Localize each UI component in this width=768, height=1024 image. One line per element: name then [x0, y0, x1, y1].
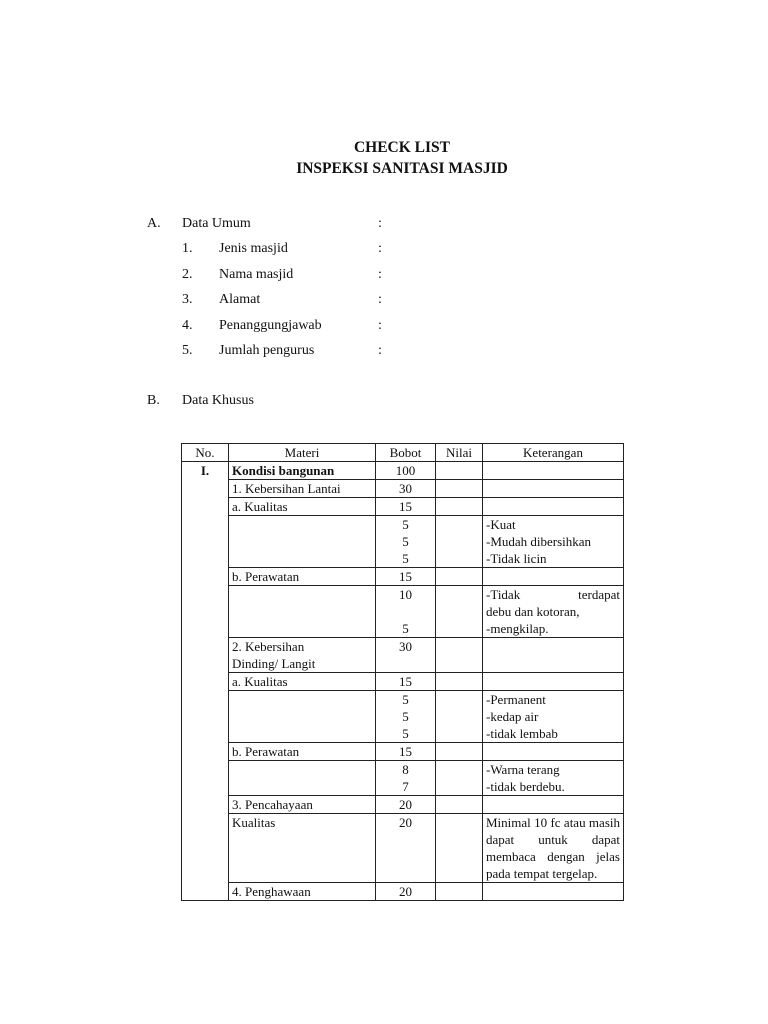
bobot-line: 5 [402, 517, 409, 532]
field-label-jenis-masjid: Jenis masjid [219, 241, 288, 256]
keterangan-line: -Tidak terdapat [486, 587, 620, 602]
table-row [182, 516, 624, 568]
row-bobot [376, 516, 436, 568]
keterangan-line: -Warna terang [486, 762, 560, 777]
table-header-row [182, 444, 624, 462]
bobot-line: 5 [402, 551, 409, 566]
row-keterangan [483, 796, 624, 814]
field-number: 5. [182, 343, 193, 358]
row-nilai [436, 638, 483, 673]
row-materi [229, 761, 376, 796]
field-number: 4. [182, 318, 193, 333]
row-keterangan [483, 638, 624, 673]
row-keterangan [483, 568, 624, 586]
row-bobot: 30 [376, 638, 436, 673]
row-nilai [436, 498, 483, 516]
section-a-marker: A. [147, 216, 161, 231]
section-b-marker: B. [147, 393, 160, 408]
row-materi: b. Perawatan [229, 568, 376, 586]
row-materi: 3. Pencahayaan [229, 796, 376, 814]
row-nilai [436, 673, 483, 691]
keterangan-line: -mengkilap. [486, 621, 549, 636]
bobot-line: 8 [402, 762, 409, 777]
field-label-penanggungjawab: Penanggungjawab [219, 318, 322, 333]
row-nilai [436, 568, 483, 586]
row-bobot [376, 691, 436, 743]
row-materi: b. Perawatan [229, 743, 376, 761]
row-nilai [436, 743, 483, 761]
document-title-line-1: CHECK LIST [353, 139, 451, 156]
row-nilai [436, 480, 483, 498]
row-nilai [436, 883, 483, 901]
field-colon: : [378, 343, 382, 358]
field-number: 1. [182, 241, 193, 256]
section-a-colon: : [378, 216, 382, 231]
field-number: 3. [182, 292, 193, 307]
row-keterangan [483, 480, 624, 498]
field-colon: : [378, 292, 382, 307]
bobot-line: 5 [402, 534, 409, 549]
row-materi [229, 516, 376, 568]
row-nilai [436, 796, 483, 814]
materi-line: 2. Kebersihan [232, 639, 305, 654]
row-bobot: 15 [376, 498, 436, 516]
row-bobot: 15 [376, 673, 436, 691]
keterangan-line: -Mudah dibersihkan [486, 534, 592, 549]
row-materi: Kondisi bangunan [229, 462, 376, 480]
table-row [182, 691, 624, 743]
row-nilai [436, 814, 483, 883]
row-bobot: 100 [376, 462, 436, 480]
section-b-label: Data Khusus [182, 393, 254, 408]
row-materi: a. Kualitas [229, 498, 376, 516]
bobot-line: 5 [402, 709, 409, 724]
field-colon: : [378, 241, 382, 256]
row-keterangan [483, 883, 624, 901]
table-row [182, 586, 624, 638]
keterangan-line: -Kuat [486, 517, 516, 532]
row-keterangan: Minimal 10 fc atau masih dapat untuk dapat membaca dengan jelas pada tempat tergelap. [483, 814, 624, 883]
keterangan-line: -tidak lembab [486, 726, 558, 741]
row-keterangan [483, 516, 624, 568]
row-keterangan [483, 673, 624, 691]
row-bobot: 20 [376, 796, 436, 814]
row-materi: 4. Penghawaan [229, 883, 376, 901]
table-row [182, 568, 624, 586]
field-label-nama-masjid: Nama masjid [219, 267, 294, 282]
table-row [182, 480, 624, 498]
header-no: No. [182, 444, 229, 462]
row-materi: 1. Kebersihan Lantai [229, 480, 376, 498]
row-keterangan [483, 586, 624, 638]
row-bobot: 20 [376, 814, 436, 883]
bobot-line: 10 [399, 587, 412, 602]
row-nilai [436, 586, 483, 638]
header-nilai: Nilai [436, 444, 483, 462]
row-nilai [436, 462, 483, 480]
table-row [182, 462, 624, 480]
row-keterangan [483, 691, 624, 743]
row-bobot [376, 761, 436, 796]
field-label-jumlah-pengurus: Jumlah pengurus [219, 343, 315, 358]
row-nilai [436, 691, 483, 743]
row-bobot: 30 [376, 480, 436, 498]
field-colon: : [378, 267, 382, 282]
document-title-line-2: INSPEKSI SANITASI MASJID [296, 160, 508, 177]
header-bobot: Bobot [376, 444, 436, 462]
row-bobot: 15 [376, 743, 436, 761]
row-no: I. [182, 462, 229, 480]
header-keterangan: Keterangan [483, 444, 624, 462]
row-bobot [376, 586, 436, 638]
row-materi: Kualitas [229, 814, 376, 883]
table-row [182, 498, 624, 516]
row-nilai [436, 516, 483, 568]
row-bobot: 20 [376, 883, 436, 901]
bobot-line: 5 [402, 692, 409, 707]
keterangan-line: -tidak berdebu. [486, 779, 565, 794]
table-row [182, 673, 624, 691]
table-row [182, 814, 624, 883]
row-keterangan [483, 462, 624, 480]
row-materi [229, 691, 376, 743]
keterangan-line: debu dan kotoran, [486, 604, 580, 619]
row-materi [229, 586, 376, 638]
row-nilai [436, 761, 483, 796]
bobot-line [379, 603, 432, 620]
field-number: 2. [182, 267, 193, 282]
table-row [182, 796, 624, 814]
table-row [182, 638, 624, 673]
checklist-table [181, 443, 624, 901]
field-label-alamat: Alamat [219, 292, 261, 307]
field-colon: : [378, 318, 382, 333]
header-materi: Materi [229, 444, 376, 462]
materi-line: Dinding/ Langit [232, 656, 316, 671]
bobot-line: 5 [402, 621, 409, 636]
section-a-label: Data Umum [182, 216, 251, 231]
keterangan-line: -kedap air [486, 709, 539, 724]
row-keterangan [483, 498, 624, 516]
table-row [182, 883, 624, 901]
table-row [182, 761, 624, 796]
bobot-line: 7 [402, 779, 409, 794]
row-bobot: 15 [376, 568, 436, 586]
row-materi [229, 638, 376, 673]
row-keterangan [483, 743, 624, 761]
keterangan-line: -Permanent [486, 692, 546, 707]
row-keterangan [483, 761, 624, 796]
row-materi: a. Kualitas [229, 673, 376, 691]
keterangan-line: -Tidak licin [486, 551, 547, 566]
bobot-line: 5 [402, 726, 409, 741]
table-row [182, 743, 624, 761]
